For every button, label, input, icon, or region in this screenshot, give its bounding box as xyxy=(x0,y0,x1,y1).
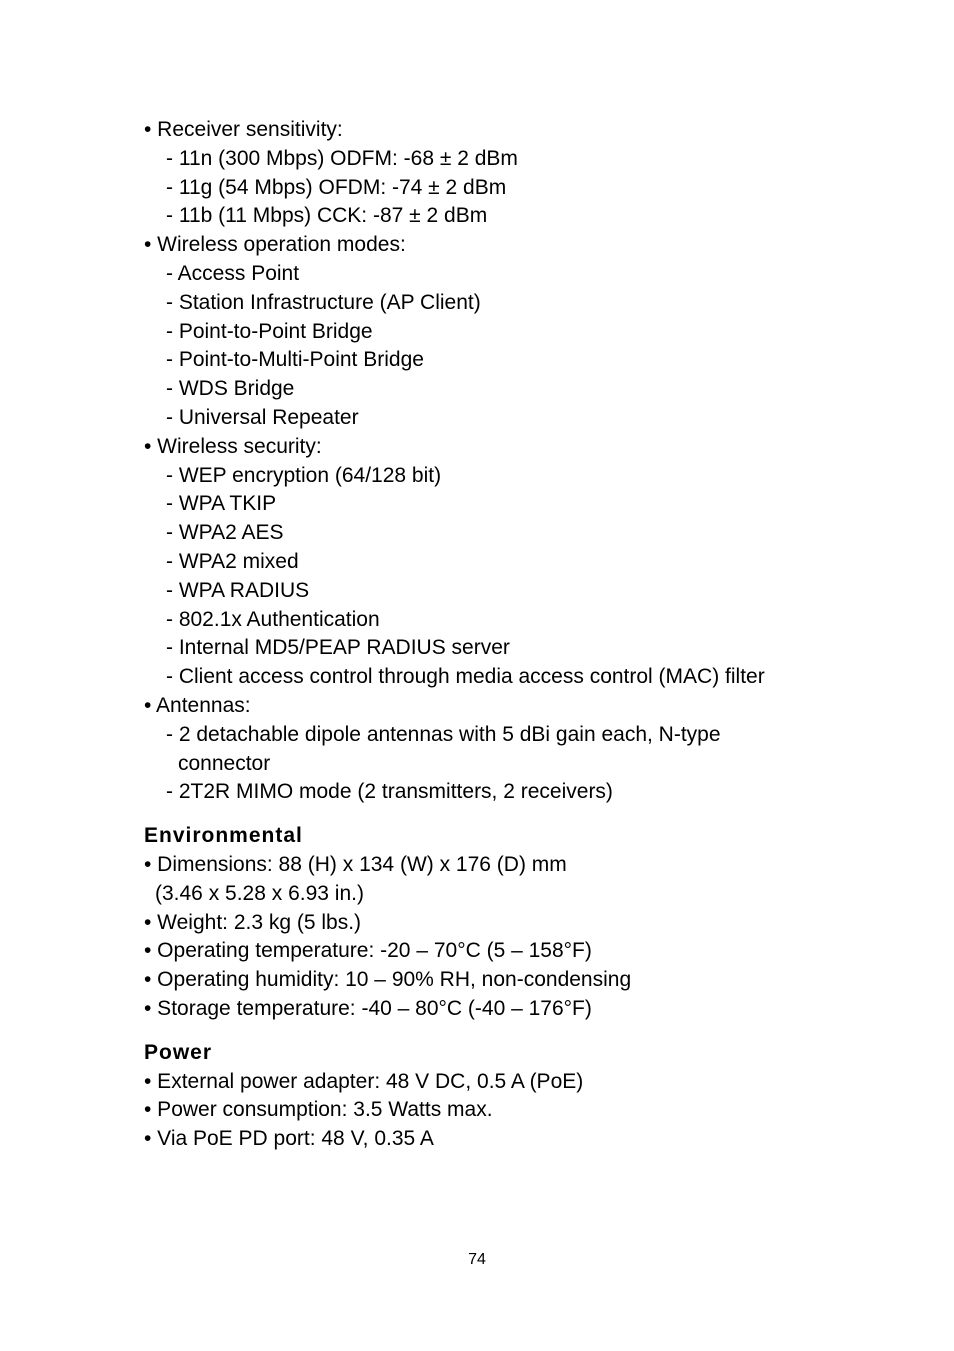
list-item: • Power consumption: 3.5 Watts max. xyxy=(144,1098,493,1122)
list-item: • Receiver sensitivity: xyxy=(144,118,343,141)
list-item: - Universal Repeater xyxy=(166,405,359,429)
list-item: - 2T2R MIMO mode (2 transmitters, 2 receivers) xyxy=(166,780,613,804)
list-item: • Weight: 2.3 kg (5 lbs.) xyxy=(144,910,362,934)
list-item: • Via PoE PD port: 48 V, 0.35 A xyxy=(144,1127,434,1151)
list-item: • Operating humidity: 10 – 90% RH, non-condensing xyxy=(144,968,632,992)
list-item: • Operating temperature: -20 – 70°C (5 – 158°F) xyxy=(144,939,592,963)
list-item: - Client access control through media access control (MAC) filter xyxy=(166,665,765,689)
list-item: - 11n (300 Mbps) ODFM: -68 ± 2 dBm xyxy=(166,146,518,170)
list-item: - WPA TKIP xyxy=(166,492,277,516)
wireless-spec-list xyxy=(144,116,864,807)
list-item: - WPA RADIUS xyxy=(166,578,310,602)
list-item: • Wireless security: xyxy=(144,434,322,458)
power-list xyxy=(144,1068,864,1154)
list-item: - WPA2 mixed xyxy=(166,549,299,573)
spec-content xyxy=(144,116,864,1154)
list-item: - 2 detachable dipole antennas with 5 dBi gain each, N-type xyxy=(166,722,721,746)
list-item: - Internal MD5/PEAP RADIUS server xyxy=(166,636,510,660)
list-item-continuation: connector xyxy=(178,751,271,775)
environmental-heading: Environmental xyxy=(144,824,303,848)
list-item: - WEP encryption (64/128 bit) xyxy=(166,463,442,487)
list-item: - Point-to-Multi-Point Bridge xyxy=(166,348,424,372)
list-item: - WPA2 AES xyxy=(166,521,284,545)
list-item: - Point-to-Point Bridge xyxy=(166,319,373,343)
list-item: - Access Point xyxy=(166,261,300,285)
list-item: • Antennas: xyxy=(144,693,251,717)
list-item: - 11b (11 Mbps) CCK: -87 ± 2 dBm xyxy=(166,204,488,228)
list-item: - 802.1x Authentication xyxy=(166,607,380,631)
list-item: - 11g (54 Mbps) OFDM: -74 ± 2 dBm xyxy=(166,175,507,199)
list-item: • Wireless operation modes: xyxy=(144,233,406,257)
list-item: • Storage temperature: -40 – 80°C (-40 – 176°F) xyxy=(144,996,592,1020)
list-item: • Dimensions: 88 (H) x 134 (W) x 176 (D) mm xyxy=(144,852,567,876)
list-item: • External power adapter: 48 V DC, 0.5 A (PoE) xyxy=(144,1069,584,1093)
list-item: - WDS Bridge xyxy=(166,377,295,401)
power-heading: Power xyxy=(144,1040,213,1064)
list-item-continuation: (3.46 x 5.28 x 6.93 in.) xyxy=(155,881,364,905)
environmental-list xyxy=(144,851,864,1024)
list-item: - Station Infrastructure (AP Client) xyxy=(166,290,481,314)
page-number: 74 xyxy=(468,1251,486,1268)
